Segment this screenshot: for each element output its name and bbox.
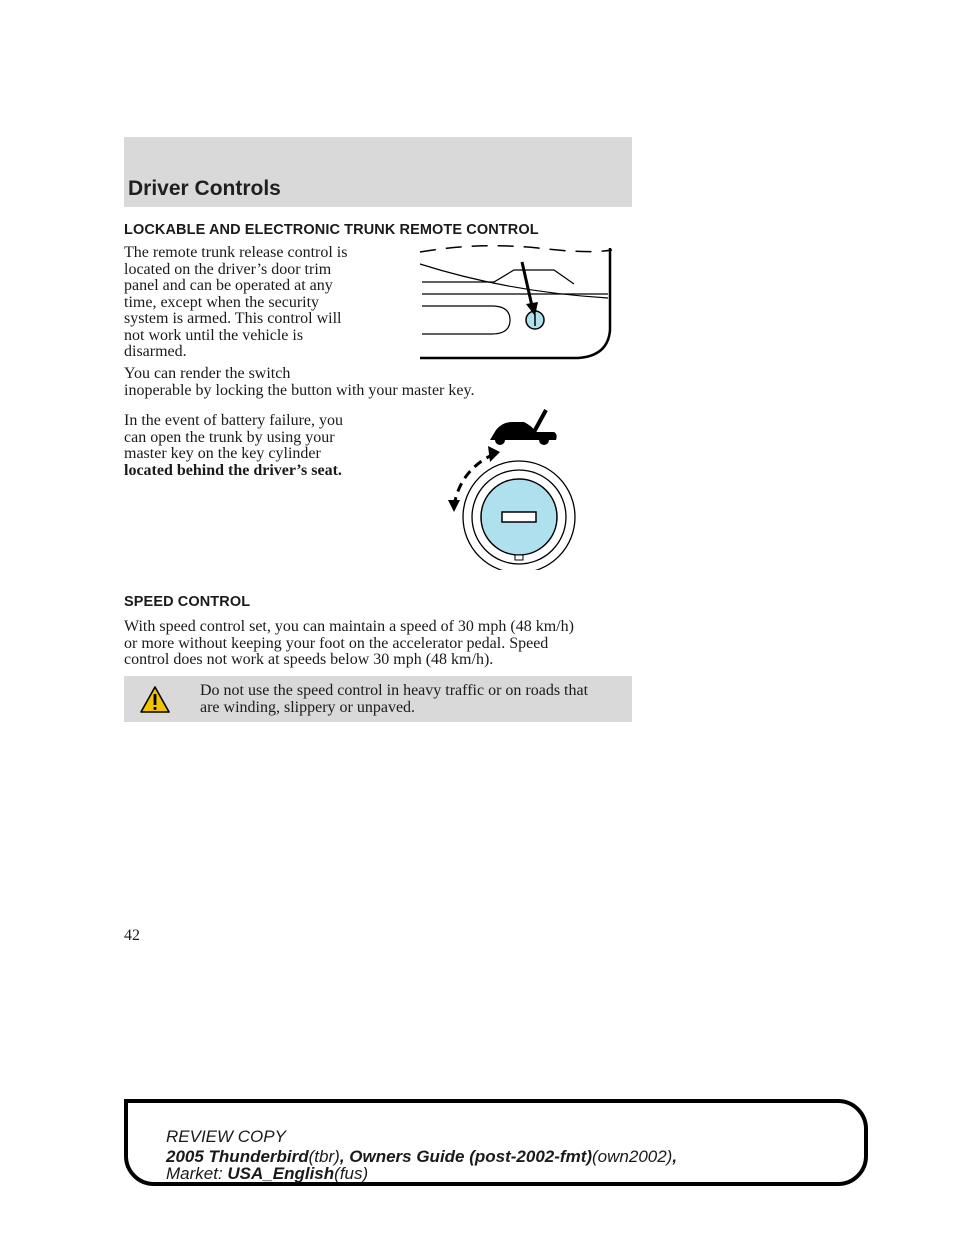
section-header (124, 137, 632, 207)
page-number: 42 (124, 927, 140, 944)
warning-text: Do not use the speed control in heavy traffic or on roads that are winding, slippery or unpaved. (200, 682, 589, 716)
footer-run: , Owners Guide (post-2002-fmt) (339, 1147, 593, 1166)
car-trunk-icon (490, 410, 557, 445)
key-cylinder-illustration (444, 404, 582, 570)
speed-control-paragraph: With speed control set, you can maintain a speed of 30 mph (48 km/h) or more without keeping your foot on the accelerator pedal. Speed control does not work at speeds below 30 mph (48 km/h). (124, 618, 574, 668)
trunk-paragraph-3: In the event of battery failure, you can open the trunk by using your master key on the key cylinder located behind the driver’s seat. (124, 412, 344, 479)
footer-run: 2005 Thunderbird (166, 1147, 309, 1166)
trunk-paragraph-2: You can render the switch inoperable by locking the button with your master key. (124, 365, 475, 399)
footer-run: (fus) (334, 1164, 369, 1183)
footer-run: Market: (166, 1164, 228, 1183)
speed-control-heading: SPEED CONTROL (124, 594, 251, 610)
footer-run: USA_English (227, 1164, 335, 1183)
trunk-heading: LOCKABLE AND ELECTRONIC TRUNK REMOTE CONTROL (124, 222, 539, 238)
footer-line-1: REVIEW COPY (166, 1127, 286, 1146)
warning-triangle-icon (140, 686, 170, 714)
door-trim-illustration (418, 240, 624, 366)
footer-run: (own2002) (592, 1147, 673, 1166)
footer-run: (tbr) (308, 1147, 340, 1166)
trunk-paragraph-1: The remote trunk release control is located on the driver’s door trim panel and can be operated at any time, except when the security system is armed. This control will not work until the vehicle is disarmed. (124, 244, 348, 360)
review-copy-footer (124, 1099, 868, 1186)
footer-line-3 (166, 1164, 368, 1184)
footer-run: , (672, 1147, 678, 1166)
warning-box (124, 676, 632, 722)
header-title: Driver Controls (128, 177, 281, 200)
